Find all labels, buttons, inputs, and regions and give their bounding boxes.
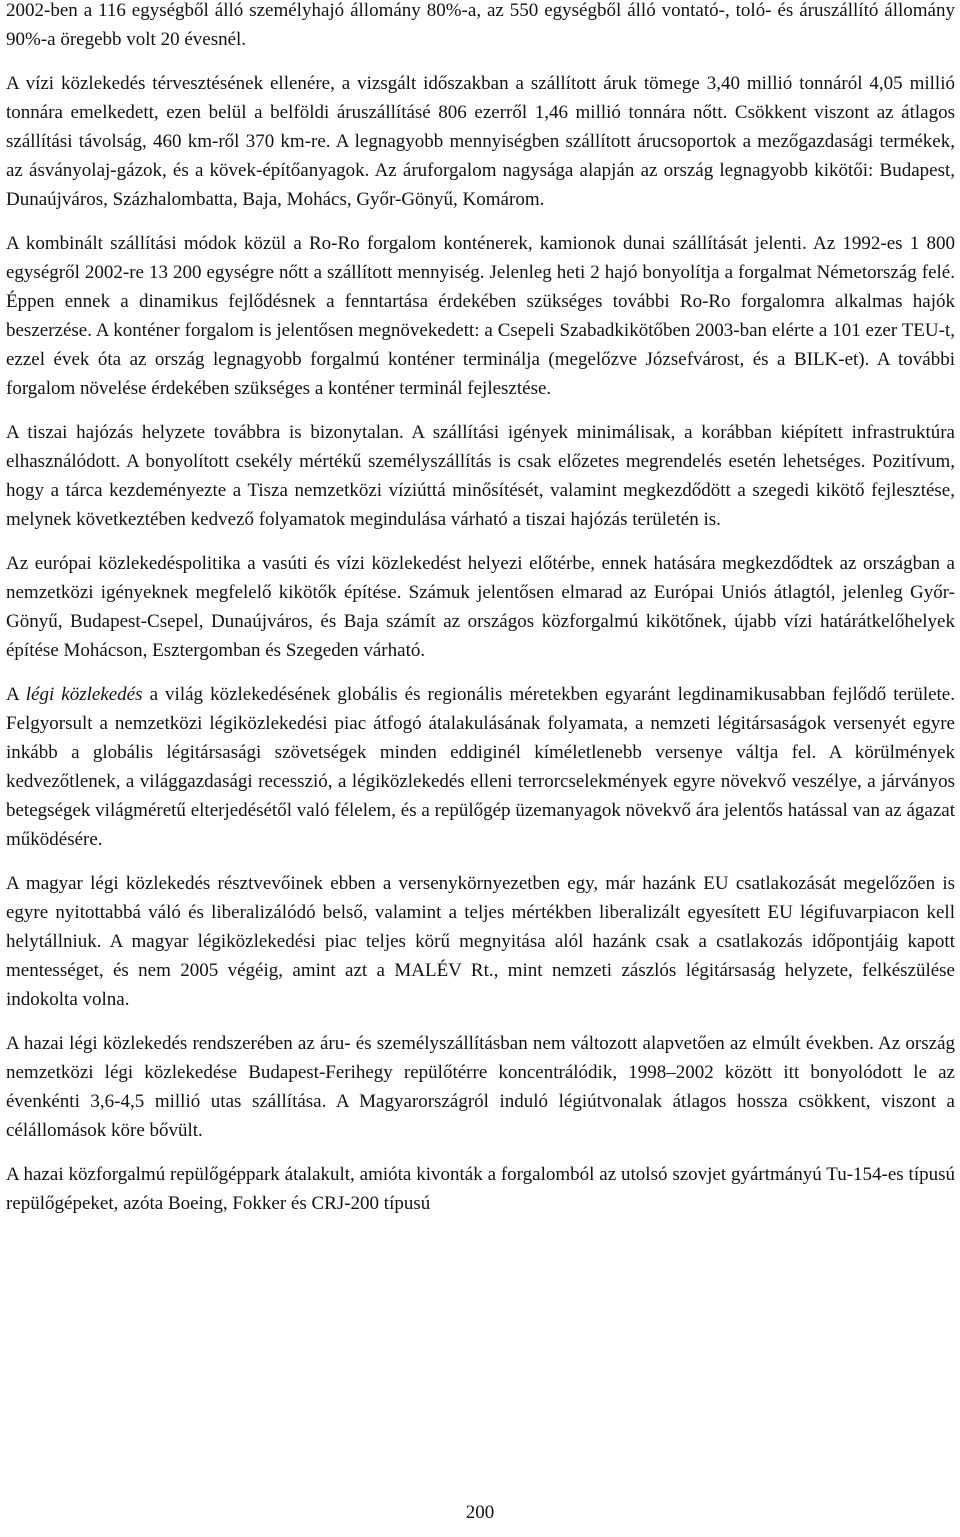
paragraph-air-transport [6, 680, 955, 854]
air-transport-emphasis: légi közlekedés [25, 684, 143, 705]
paragraph-combined-transport: A kombinált szállítási módok közül a Ro-Ro forgalom konténerek, kamionok dunai szállítását jelenti. Az 1992-es 1 800 egységről 2002-re 13 200 egységre nőtt a szállított mennyiség. Jelenleg heti 2 hajó bonyolítja a forgalmat Németország felé. Éppen ennek a dinamikus fejlődésnek a fenntartása érdekében szükséges további Ro-Ro forgalomra alkalmas hajók beszerzése. A konténer forgalom is jelentősen megnövekedett: a Csepeli Szabadkikötőben 2003-ban elérte a 101 ezer TEU-t, ezzel évek óta az ország legnagyobb forgalmú konténer terminálja (megelőzve Józsefvárost, és a BILK-et). A további forgalom növelése érdekében szükséges a konténer terminál fejlesztése. [6, 233, 955, 399]
paragraph-aircraft-fleet: A hazai közforgalmú repülőgéppark átalakult, amióta kivonták a forgalomból az utolsó szovjet gyártmányú Tu-154-es típusú repülőgépeket, azóta Boeing, Fokker és CRJ-200 típusú [6, 1164, 955, 1214]
air-intro-text: A [6, 684, 26, 705]
paragraph-european-ports: Az európai közlekedéspolitika a vasúti és vízi közlekedést helyezi előtérbe, ennek hatására megkezdődtek az országban a nemzetközi igényeknek megfelelő kikötők építése. Számuk jelentősen elmarad az Európai Uniós átlagtól, jelenleg Győr-Gönyű, Budapest-Csepel, Dunaújváros, és Baja számít az országos közforgalmú kikötőnek, újabb vízi határátkelőhelyek építése Mohácson, Esztergomban és Szegeden várható. [6, 553, 955, 661]
paragraph-tisza-navigation: A tiszai hajózás helyzete továbbra is bizonytalan. A szállítási igények minimálisak, a korábban kiépített infrastruktúra elhasználódott. A bonyolított csekély mértékű személyszállítás is csak előzetes megrendelés esetén lehetséges. Pozitívum, hogy a tárca kezdeményezte a Tisza nemzetközi víziúttá minősítését, valamint megkezdődött a szegedi kikötő fejlesztése, melynek következtében kedvező folyamatok megindulása várható a tiszai hajózás területén is. [6, 422, 955, 530]
paragraph-fleet-age: 2002-ben a 116 egységből álló személyhajó állomány 80%-a, az 550 egységből álló vontató-, toló- és áruszállító állomány 90%-a öregebb volt 20 évesnél. [6, 0, 955, 50]
paragraph-hungarian-aviation: A magyar légi közlekedés résztvevőinek ebben a versenykörnyezetben egy, már hazánk EU csatlakozását megelőzően is egyre nyitottabbá váló és liberalizálódó belső, valamint a teljes mértékben liberalizált egyesített EU légifuvarpiacon kell helytállniuk. A magyar légiközlekedési piac teljes körű megnyitása alól hazánk csak a csatlakozás időpontjáig kapott mentességet, és nem 2005 végéig, amint azt a MALÉV Rt., mint nemzeti zászlós légitársaság helyzete, felkészülése indokolta volna. [6, 873, 955, 1010]
paragraph-air-traffic: A hazai légi közlekedés rendszerében az áru- és személyszállításban nem változott alapvetően az elmúlt években. Az ország nemzetközi légi közlekedése Budapest-Ferihegy repülőtérre koncentrálódik, 1998–2002 között itt bonyolódott le az évenkénti 3,6-4,5 millió utas szállítása. A Magyarországról induló légiútvonalak átlagos hossza csökkent, viszont a célállomások köre bővült. [6, 1033, 955, 1141]
page-number: 200 [465, 1502, 495, 1523]
paragraph-water-freight: A vízi közlekedés térvesztésének ellenére, a vizsgált időszakban a szállított áruk tömege 3,40 millió tonnáról 4,05 millió tonnára emelkedett, ezen belül a belföldi áruszállításé 806 ezerről 1,46 millió tonnára nőtt. Csökkent viszont az átlagos szállítási távolság, 460 km-ről 370 km-re. A legnagyobb mennyiségben szállított árucsoportok a mezőgazdasági termékek, az ásványolaj-gázok, és a kövek-építőanyagok. Az áruforgalom nagysága alapján az ország legnagyobb kikötői: Budapest, Dunaújváros, Százhalombatta, Baja, Mohács, Győr-Gönyű, Komárom. [6, 73, 955, 210]
air-body-text: a világ közlekedésének globális és regionális méretekben egyaránt legdinamikusabban fejlődő területe. Felgyorsult a nemzetközi légiközlekedési piac átfogó átalakulásának folyamata, a nemzeti légitársaságok versenyét egyre inkább a globális légitársasági szövetségek minden eddiginél kíméletlenebb versenye váltja fel. A körülmények kedvezőtlenek, a világgazdasági recesszió, a légiközlekedés elleni terrorcselekmények egyre növekvő veszélye, a járványos betegségek világméretű elterjedésétől való félelem, és a repülőgép üzemanyagok növekvő ára jelentős hatással van az ágazat működésére. [6, 684, 955, 850]
document-body [6, 0, 955, 1233]
